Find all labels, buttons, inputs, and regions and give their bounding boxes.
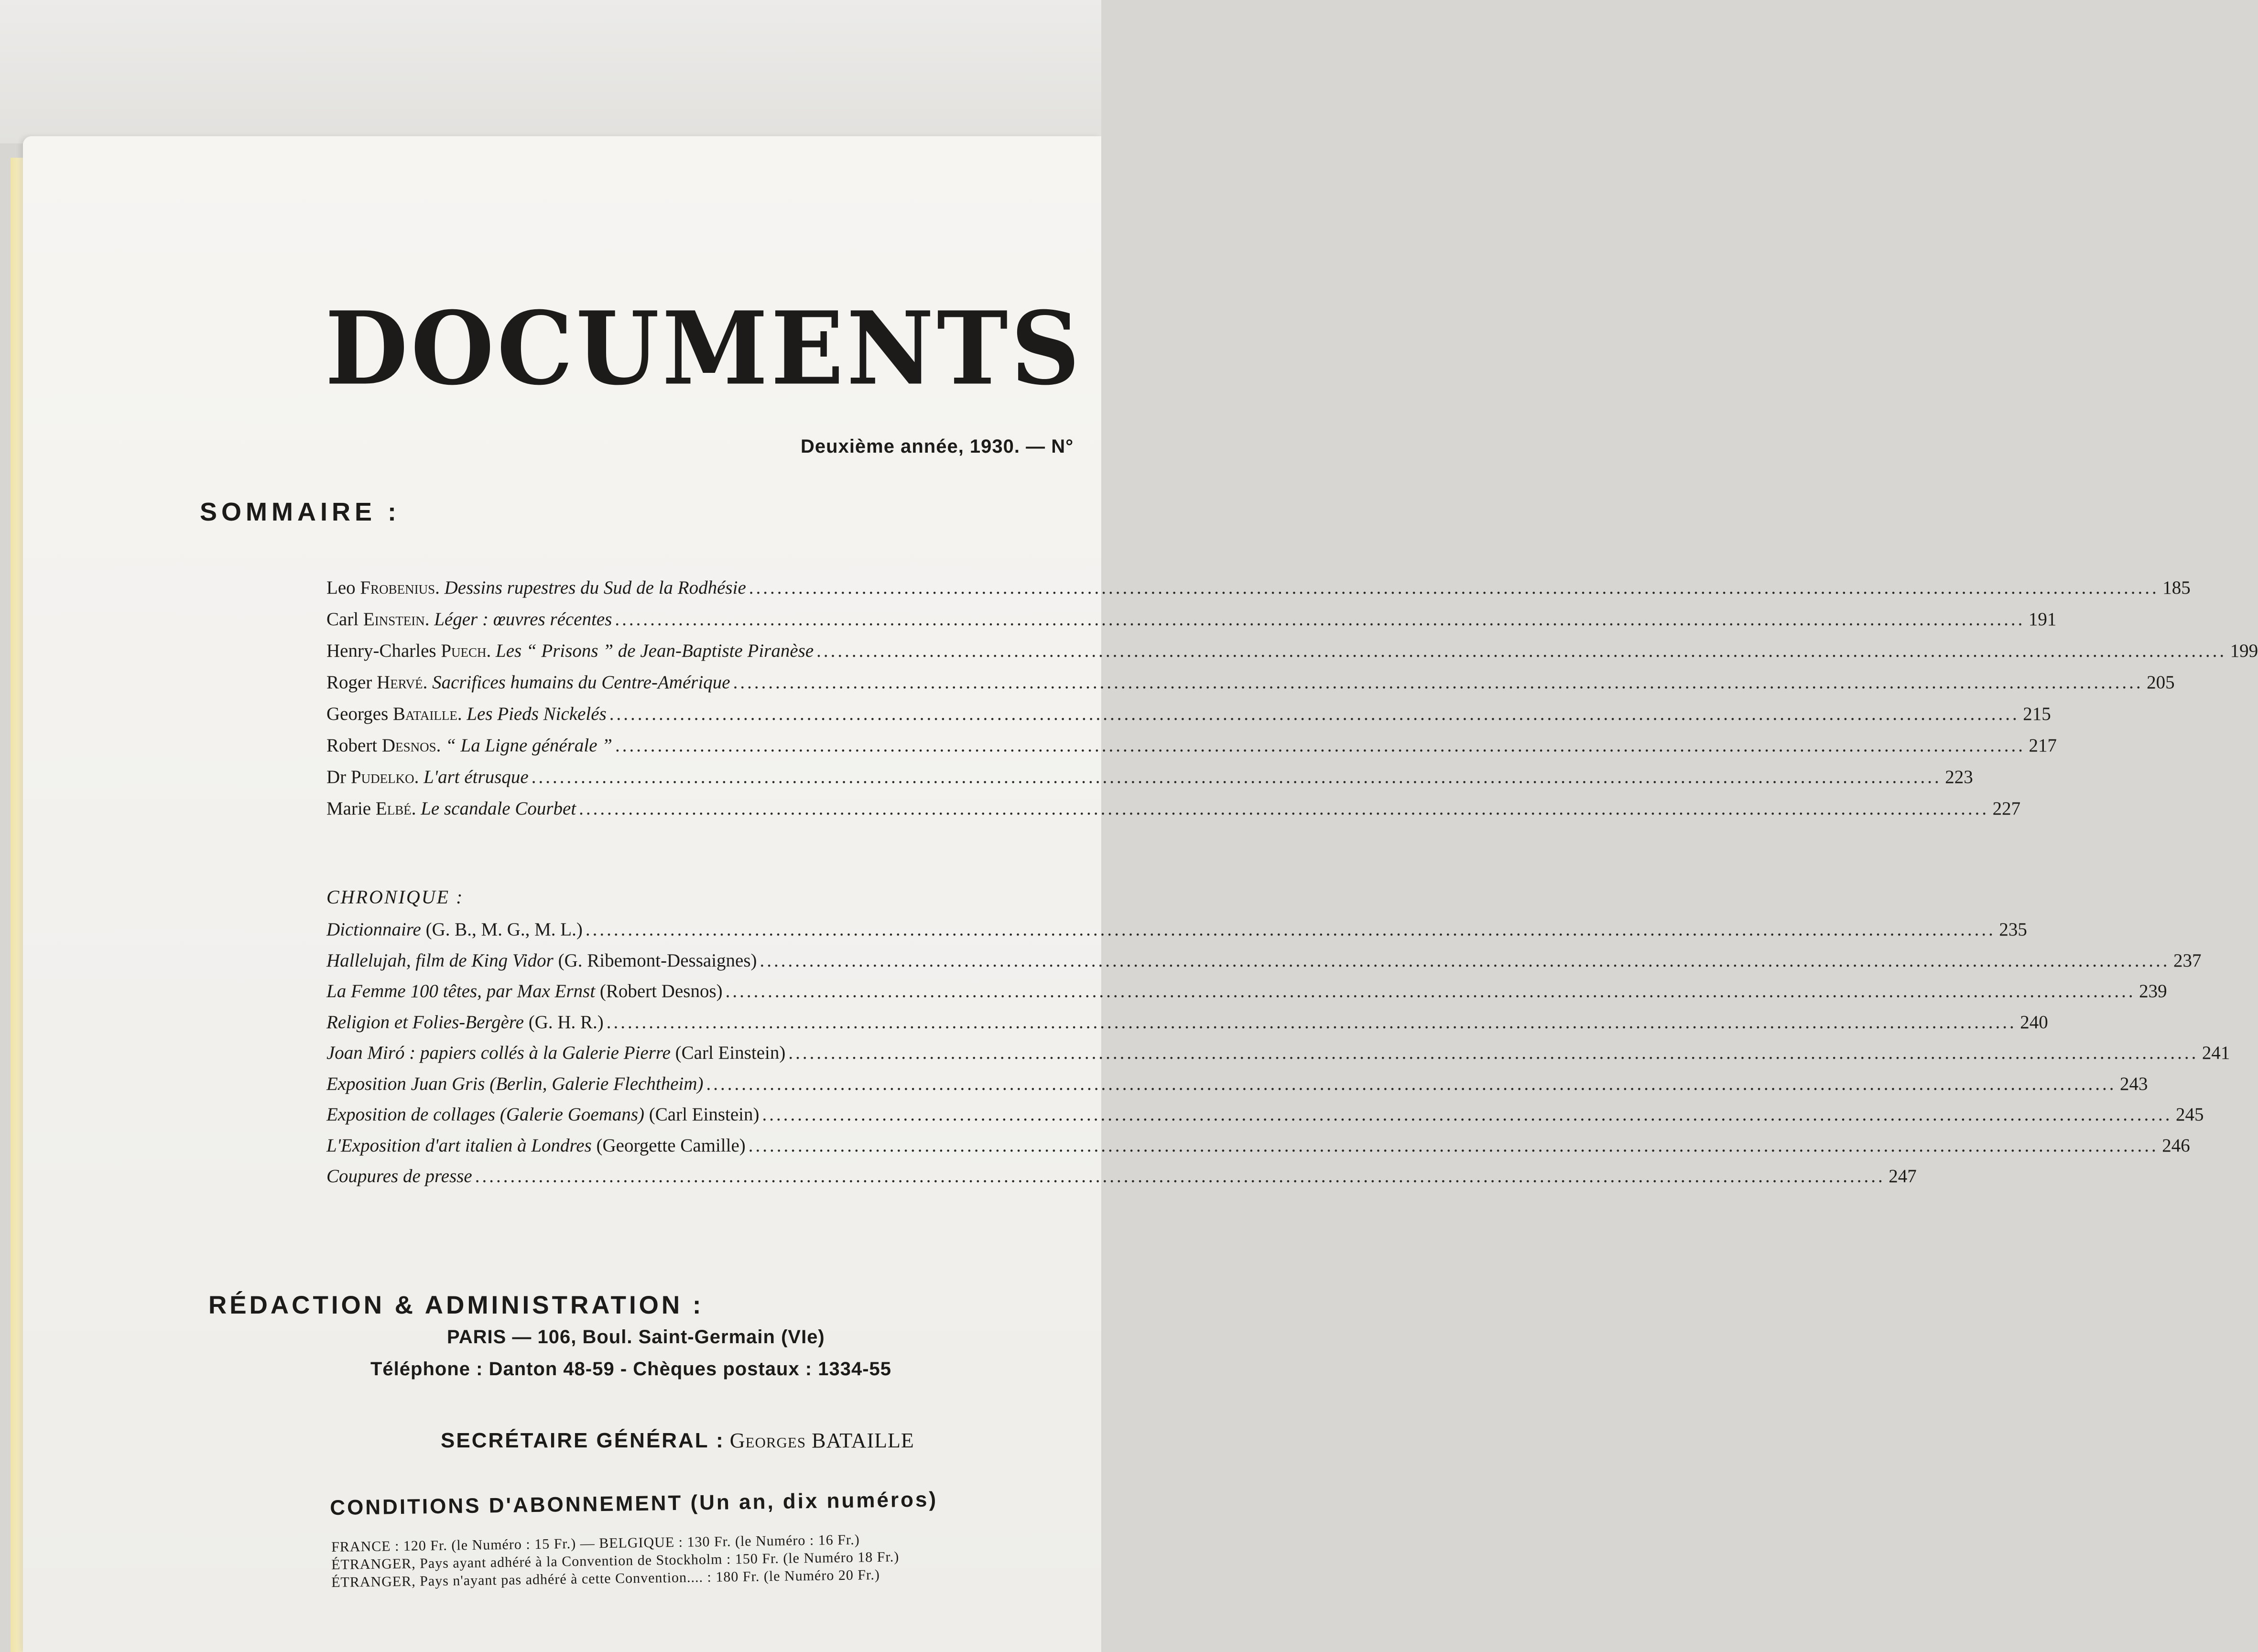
toc-row	[326, 1166, 1917, 1186]
secretaire-line	[441, 1428, 914, 1453]
redaction-heading: RÉDACTION & ADMINISTRATION :	[208, 1291, 704, 1319]
toc-title: Coupures de presse	[326, 1166, 472, 1186]
conditions-line: ÉTRANGER, Pays n'ayant pas adhéré à cette Convention.... : 180 Fr. (le Numéro 20 Fr.)	[331, 1566, 880, 1590]
toc-page-number: 235	[1999, 919, 2027, 940]
toc-entry	[326, 578, 746, 597]
toc-credit: (G. Ribemont-Dessaignes)	[553, 950, 757, 971]
toc-author-first: Henry-Charles	[326, 641, 441, 661]
toc-title: Joan Miró : papiers collés à la Galerie Pierre	[326, 1043, 671, 1063]
conditions-heading: CONDITIONS D'ABONNEMENT (Un an, dix numéros)	[330, 1488, 938, 1520]
toc-leader-dots: ........................................................................................................................................................................................................	[606, 1011, 2017, 1032]
toc-author-first: Georges	[326, 704, 393, 724]
address-line: PARIS — 106, Boul. Saint-Germain (VIe)	[447, 1326, 825, 1348]
toc-row	[326, 704, 2051, 724]
toc-page-number: 205	[2147, 672, 2175, 693]
toc-entry	[326, 982, 723, 1000]
conditions-line: FRANCE : 120 Fr. (le Numéro : 15 Fr.) — BELGIQUE : 130 Fr. (le Numéro : 16 Fr.)	[331, 1532, 860, 1555]
issue-line: Deuxième année, 1930. — N°	[801, 436, 1074, 457]
toc-page-number: 199	[2230, 641, 2258, 661]
toc-credit: (Carl Einstein)	[670, 1043, 786, 1063]
toc-page-number: 245	[2175, 1104, 2204, 1125]
toc-punct: .	[436, 735, 446, 756]
toc-entry	[326, 1105, 759, 1124]
toc-entry	[326, 1136, 746, 1155]
toc-title: L'art étrusque	[423, 767, 529, 787]
phone-line: Téléphone : Danton 48-59 - Chèques postaux : 1334-55	[370, 1359, 892, 1380]
toc-title: Exposition Juan Gris (Berlin, Galerie Flechtheim)	[326, 1073, 704, 1094]
toc-author-surname: Pudelko	[350, 767, 414, 787]
toc-author-surname: Einstein	[363, 609, 425, 630]
toc-row	[326, 950, 2202, 971]
toc-credit: (Robert Desnos)	[595, 981, 723, 1001]
toc-author-first: Leo	[326, 577, 360, 598]
toc-punct: .	[457, 704, 467, 724]
toc-punct: .	[414, 767, 424, 787]
toc-page-number: 217	[2029, 735, 2057, 756]
toc-author-first: Carl	[326, 609, 363, 630]
background-surface	[0, 0, 1101, 143]
toc-page-number: 227	[1992, 798, 2021, 819]
toc-leader-dots: ........................................................................................................................................................................................................	[531, 767, 1942, 787]
toc-entry	[326, 736, 612, 755]
toc-row	[326, 577, 2191, 598]
toc-author-surname: Puech	[441, 641, 487, 661]
toc-leader-dots: ........................................................................................................................................................................................................	[733, 672, 2143, 693]
toc-author-surname: Desnos	[381, 735, 436, 756]
conditions-line: ÉTRANGER, Pays ayant adhéré à la Convention de Stockholm : 150 Fr. (le Numéro 18 Fr.)	[331, 1549, 900, 1573]
toc-author-surname: Frobenius	[360, 577, 435, 598]
toc-credit: (Carl Einstein)	[644, 1104, 760, 1125]
toc-entry	[326, 799, 576, 818]
toc-punct: .	[424, 609, 434, 630]
toc-page-number: 223	[1945, 767, 1973, 787]
toc-title: Les Pieds Nickelés	[467, 704, 607, 724]
toc-entry	[326, 951, 757, 970]
toc-credit: (Georgette Camille)	[591, 1135, 746, 1156]
toc-title: Dessins rupestres du Sud de la Rodhésie	[444, 577, 746, 598]
toc-page-number: 246	[2162, 1135, 2190, 1156]
toc-author-surname: Hervé	[377, 672, 423, 693]
toc-entry	[326, 673, 730, 692]
toc-title: Sacrifices humains du Centre-Amérique	[432, 672, 730, 693]
toc-row	[326, 919, 2027, 940]
toc-leader-dots: ........................................................................................................................................................................................................	[585, 919, 1996, 940]
toc-title: La Femme 100 têtes, par Max Ernst	[326, 981, 596, 1001]
toc-row	[326, 672, 2175, 693]
masthead-title: DOCUMENTS	[325, 290, 1083, 408]
journal-page	[23, 136, 2258, 1652]
toc-entry	[326, 768, 529, 786]
secretaire-name: Georges BATAILLE	[729, 1429, 914, 1452]
toc-title: “ La Ligne générale ”	[445, 735, 612, 756]
toc-entry	[326, 1075, 704, 1093]
toc-title: Léger : œuvres récentes	[434, 609, 612, 630]
toc-page-number: 239	[2139, 981, 2167, 1001]
toc-page-number: 243	[2120, 1073, 2148, 1094]
toc-row	[326, 1073, 2148, 1094]
toc-entry	[326, 610, 612, 629]
toc-credit: (G. H. R.)	[523, 1011, 604, 1032]
toc-punct: .	[435, 577, 445, 598]
toc-row	[326, 981, 2167, 1001]
toc-author-first: Dr	[326, 767, 351, 787]
toc-row	[326, 1011, 2048, 1032]
toc-row	[326, 735, 2057, 756]
toc-row	[326, 1135, 2190, 1156]
toc-title: Hallelujah, film de King Vidor	[326, 950, 554, 971]
toc-page-number: 241	[2202, 1043, 2230, 1063]
toc-leader-dots: ........................................................................................................................................................................................................	[725, 981, 2136, 1001]
sommaire-heading: SOMMAIRE :	[200, 498, 401, 526]
toc-page-number: 247	[1889, 1166, 1917, 1186]
toc-leader-dots: ........................................................................................................................................................................................................	[762, 1104, 2172, 1125]
toc-entry	[326, 920, 583, 939]
secretaire-label: SECRÉTAIRE GÉNÉRAL :	[441, 1429, 725, 1452]
toc-entry	[326, 705, 607, 723]
toc-credit: (G. B., M. G., M. L.)	[421, 919, 583, 940]
toc-page-number: 237	[2173, 950, 2202, 971]
toc-author-first: Marie	[326, 798, 376, 819]
toc-row	[326, 609, 2057, 630]
toc-author-surname: Bataille	[393, 704, 457, 724]
toc-punct: .	[411, 798, 421, 819]
toc-page-number: 185	[2162, 577, 2191, 598]
toc-title: Religion et Folies-Bergère	[326, 1011, 524, 1032]
toc-page-number: 191	[2028, 609, 2057, 630]
toc-entry	[326, 1167, 472, 1185]
toc-row	[326, 1043, 2230, 1063]
toc-title: Le scandale Courbet	[421, 798, 576, 819]
toc-leader-dots: ........................................................................................................................................................................................................	[615, 735, 2025, 756]
toc-leader-dots: ........................................................................................................................................................................................................	[788, 1043, 2199, 1063]
toc-row	[326, 1104, 2204, 1125]
toc-entry	[326, 1043, 785, 1062]
toc-leader-dots: ........................................................................................................................................................................................................	[706, 1073, 2117, 1094]
toc-title: L'Exposition d'art italien à Londres	[326, 1135, 592, 1156]
toc-leader-dots: ........................................................................................................................................................................................................	[748, 1135, 2159, 1156]
toc-entry	[326, 1013, 604, 1032]
toc-author-first: Robert	[326, 735, 382, 756]
toc-author-surname: Elbé	[375, 798, 412, 819]
toc-leader-dots: ........................................................................................................................................................................................................	[816, 641, 2227, 661]
toc-row	[326, 767, 1973, 787]
toc-row	[326, 798, 2021, 819]
toc-leader-dots: ........................................................................................................................................................................................................	[615, 609, 2025, 630]
toc-title: Exposition de collages (Galerie Goemans)	[326, 1104, 645, 1125]
toc-title: Les “ Prisons ” de Jean-Baptiste Piranèse	[496, 641, 814, 661]
toc-title: Dictionnaire	[326, 919, 421, 940]
toc-leader-dots: ........................................................................................................................................................................................................	[749, 577, 2159, 598]
chronique-heading: CHRONIQUE :	[326, 886, 464, 908]
toc-leader-dots: ........................................................................................................................................................................................................	[609, 704, 2019, 724]
toc-page-number: 240	[2020, 1011, 2048, 1032]
toc-row	[326, 641, 2258, 661]
toc-leader-dots: ........................................................................................................................................................................................................	[579, 798, 1989, 819]
toc-leader-dots: ........................................................................................................................................................................................................	[760, 950, 2170, 971]
toc-entry	[326, 641, 814, 660]
toc-punct: .	[486, 641, 496, 661]
toc-author-first: Roger	[326, 672, 377, 693]
toc-punct: .	[423, 672, 433, 693]
toc-leader-dots: ........................................................................................................................................................................................................	[475, 1166, 1885, 1186]
toc-page-number: 215	[2023, 704, 2051, 724]
